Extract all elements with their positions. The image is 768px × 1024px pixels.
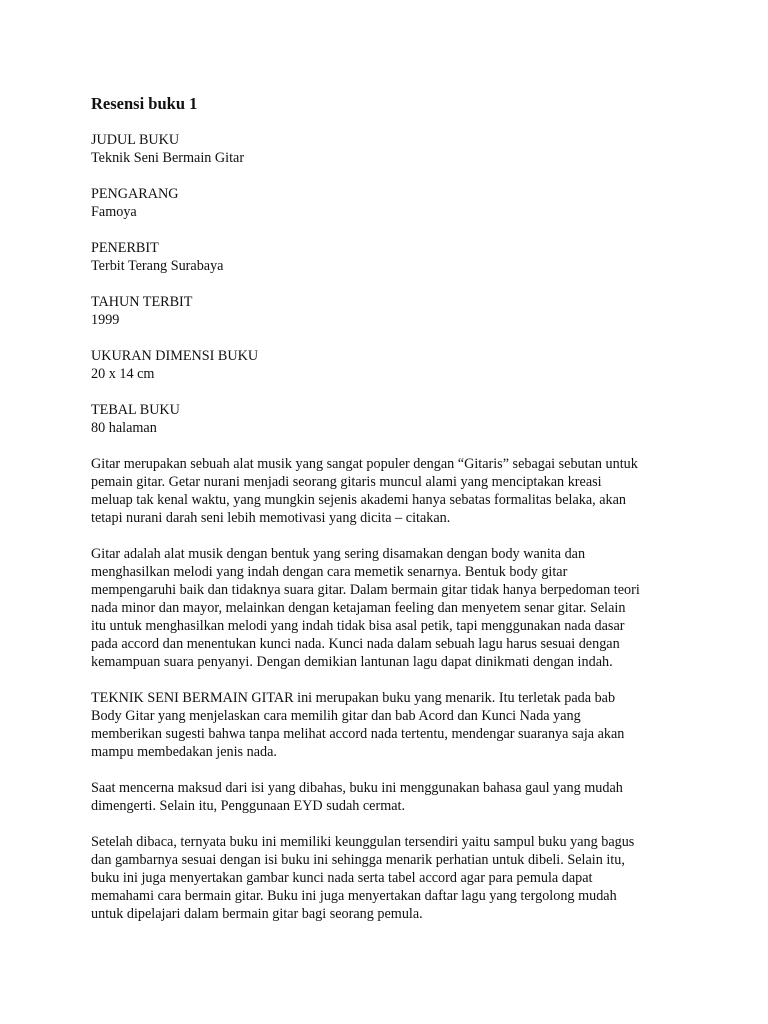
text-line: itu untuk menghasilkan melodi yang indah tidak bisa asal petik, tapi menggunakan nada dasar [91,618,625,634]
field-value: 1999 [91,312,120,328]
field-label: TEBAL BUKU [91,402,180,418]
text-line: mempengaruhi baik dan tidaknya suara gitar. Dalam bermain gitar tidak hanya berpedoman teori [91,582,640,598]
text-line: Gitar adalah alat musik dengan bentuk yang sering disamakan dengan body wanita dan [91,546,586,562]
field-label: PENGARANG [91,186,179,202]
field-label: UKURAN DIMENSI BUKU [91,348,259,364]
text-line: Saat mencerna maksud dari isi yang dibahas, buku ini menggunakan bahasa gaul yang mudah [91,780,623,796]
text-line: Body Gitar yang menjelaskan cara memilih gitar dan bab Acord dan Kunci Nada yang [91,708,581,724]
text-line: nada minor dan mayor, melainkan dengan ketajaman feeling dan menyetem senar gitar. Selain [91,600,626,616]
text-line: untuk dipelajari dalam bermain gitar bagi seorang pemula. [91,906,423,922]
field-value: 80 halaman [91,420,157,436]
text-line: pada accord dan menentukan kunci nada. Kunci nada dalam sebuah lagu harus sesuai dengan [91,636,620,652]
field-label: PENERBIT [91,240,159,256]
field-label: TAHUN TERBIT [91,294,193,310]
field-penerbit [91,239,691,275]
paragraph [91,455,691,527]
text-line: dan gambarnya sesuai dengan isi buku ini sehingga menarik perhatian untuk dibeli. Selain itu, [91,852,625,868]
review-text [91,455,691,923]
text-line: mampu membedakan jenis nada. [91,744,277,760]
text-line: menghasilkan melodi yang indah dengan cara memetik senarnya. Bentuk body gitar [91,564,568,580]
paragraph [91,779,691,815]
paragraph [91,833,691,923]
text-line: memahami cara bermain gitar. Buku ini juga menyertakan daftar lagu yang tergolong mudah [91,888,617,904]
field-pengarang [91,185,691,221]
field-value: Terbit Terang Surabaya [91,258,224,274]
text-line: kemampuan suara penyanyi. Dengan demikian lantunan lagu dapat dinikmati dengan indah. [91,654,613,670]
text-line: memberikan sugesti bahwa tanpa melihat accord nada tertentu, mendengar suaranya saja akan [91,726,625,742]
text-line: pemain gitar. Getar nurani menjadi seorang gitaris muncul alami yang menciptakan kreasi [91,474,602,490]
field-judul-buku [91,131,691,167]
paragraph [91,689,691,761]
document-title: Resensi buku 1 [91,94,198,113]
field-tebal-buku [91,401,691,437]
document-body [91,94,691,941]
text-line: tetapi nurani darah seni lebih memotivasi yang dicita – citakan. [91,510,451,526]
field-ukuran-dimensi-buku [91,347,691,383]
paragraph [91,545,691,671]
field-label: JUDUL BUKU [91,132,180,148]
text-line: dimengerti. Selain itu, Penggunaan EYD sudah cermat. [91,798,406,814]
text-line: Setelah dibaca, ternyata buku ini memiliki keunggulan tersendiri yaitu sampul buku yang bagus [91,834,635,850]
text-line: meluap tak kenal waktu, yang mungkin sejenis akademi hanya sebatas formalitas belaka, akan [91,492,627,508]
text-line: Gitar merupakan sebuah alat musik yang sangat populer dengan “Gitaris” sebagai sebutan untuk [91,456,638,472]
field-value: Famoya [91,204,137,220]
field-value: 20 x 14 cm [91,366,155,382]
text-line: buku ini juga menyertakan gambar kunci nada serta tabel accord agar para pemula dapat [91,870,593,886]
field-value: Teknik Seni Bermain Gitar [91,150,245,166]
field-tahun-terbit [91,293,691,329]
text-line: TEKNIK SENI BERMAIN GITAR ini merupakan buku yang menarik. Itu terletak pada bab [91,690,616,706]
